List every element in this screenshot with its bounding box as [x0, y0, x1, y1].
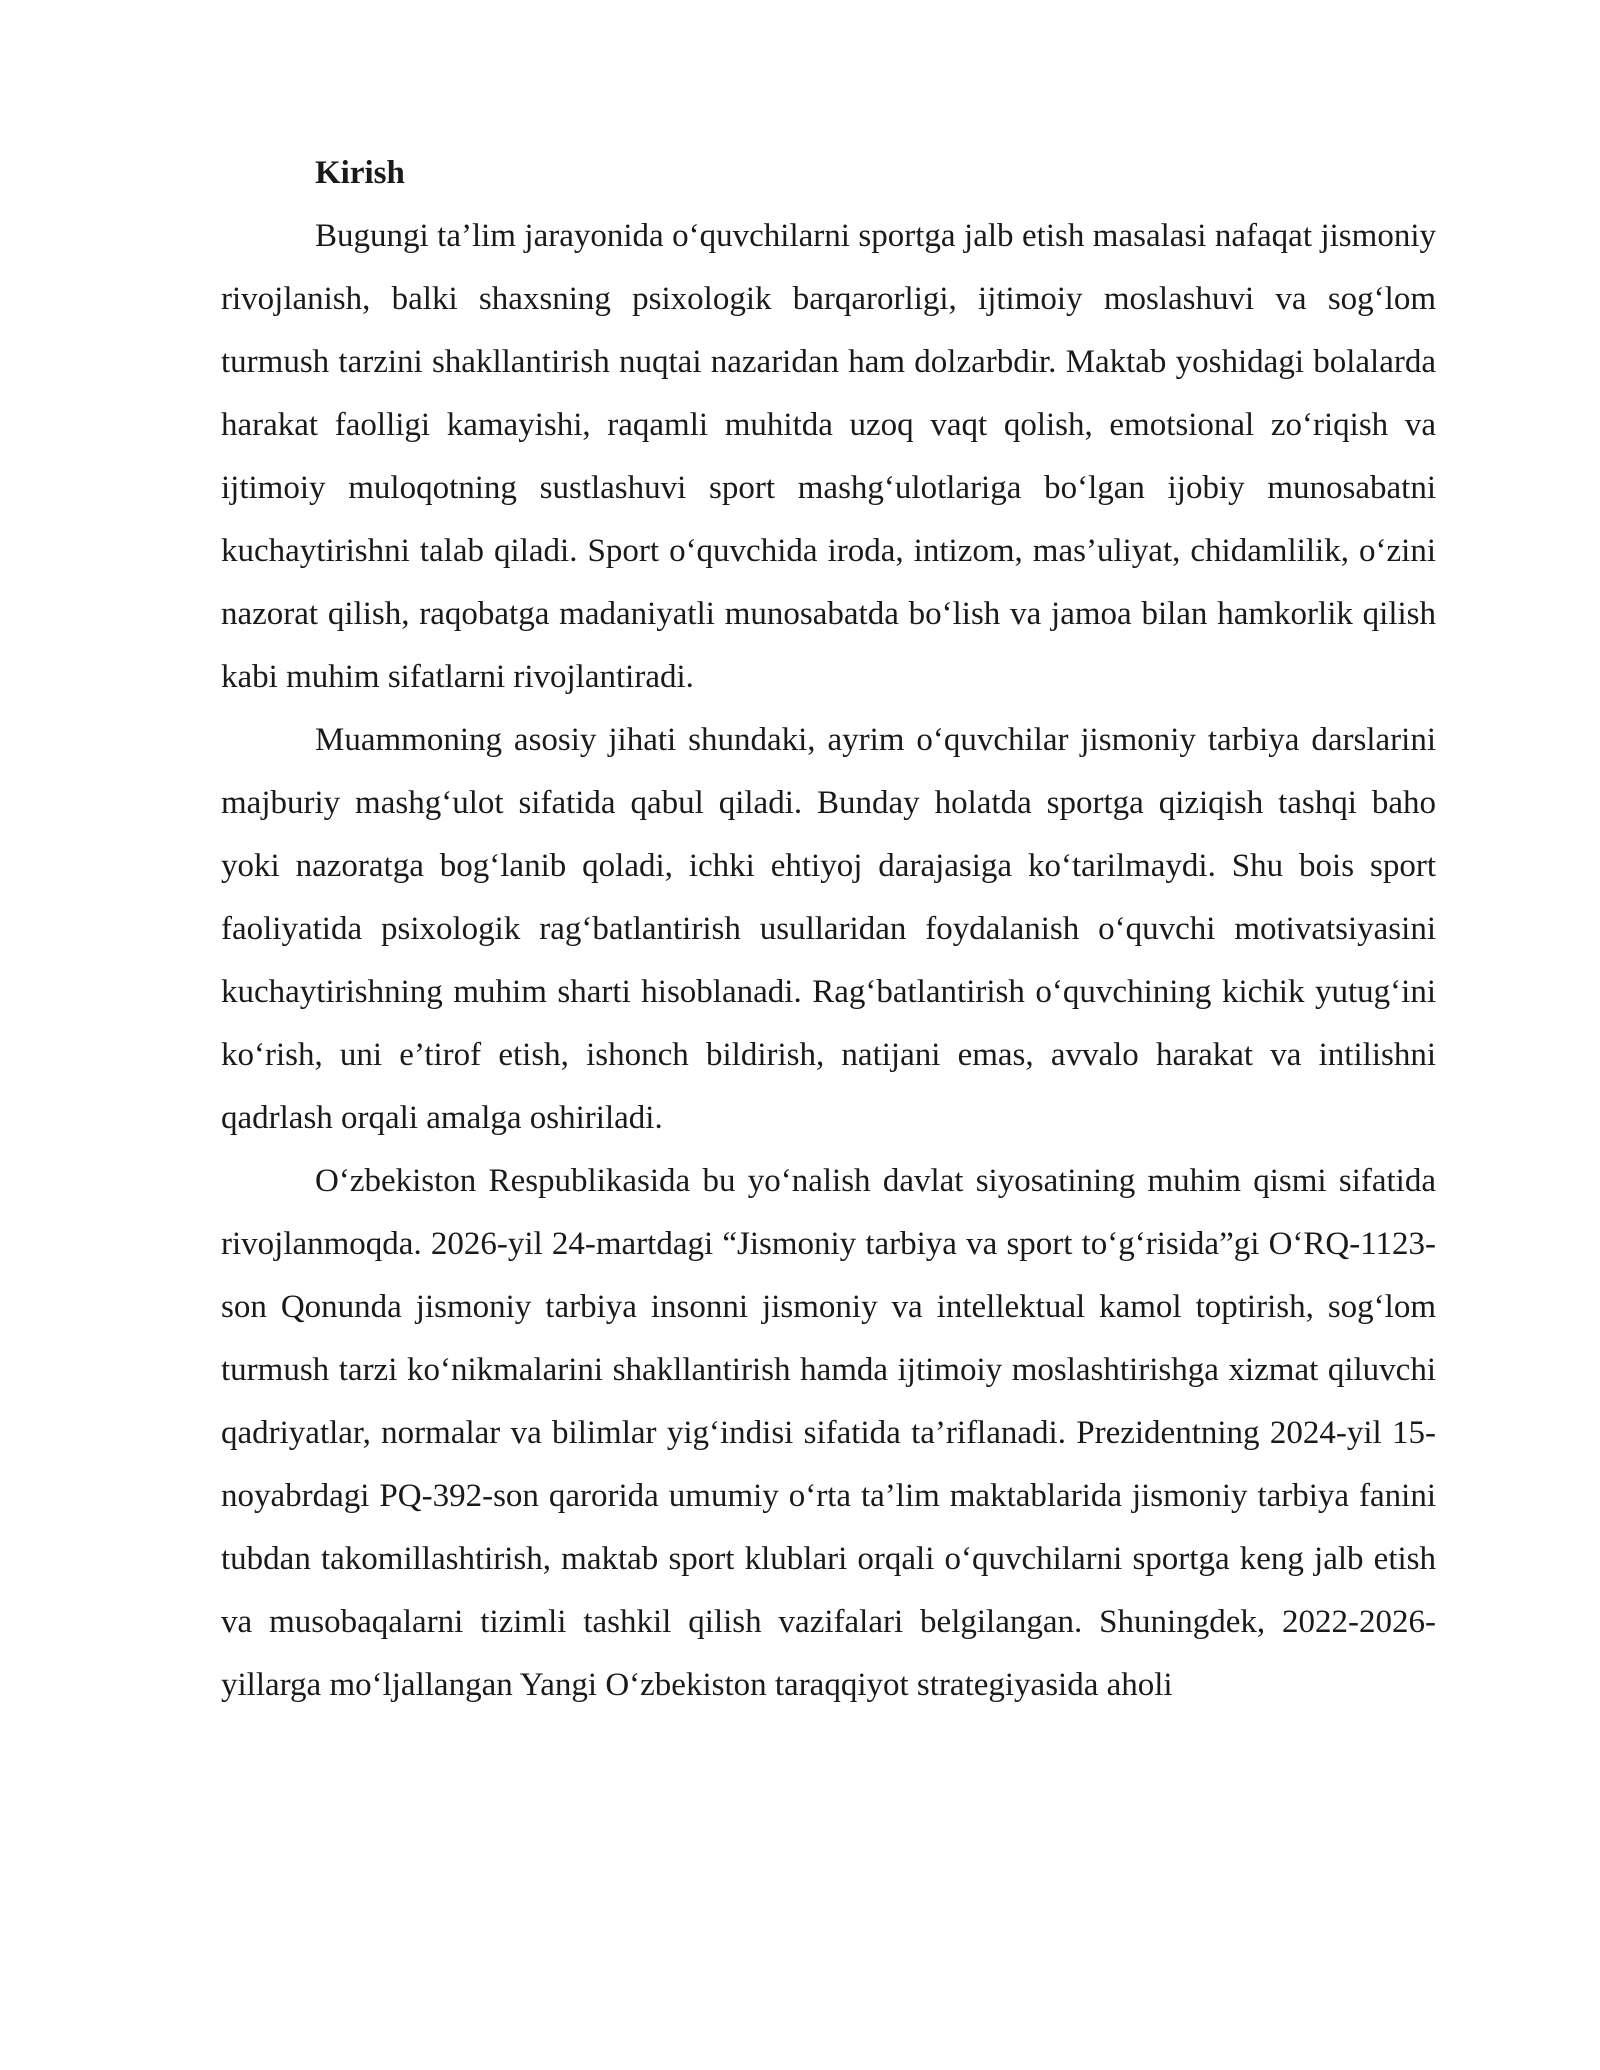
paragraph-legislation: O‘zbekiston Respublikasida bu yo‘nalish davlat siyosatining muhim qismi sifatida rivojlanmoqda. 2026-yil 24-martdagi “Jismoniy tarbiya va sport to‘g‘risida”gi O‘RQ-1123-son Qonunda jismoniy tarbiya insonni jismoniy va intellektual kamol toptirish, sog‘lom turmush tarzi ko‘nikmalarini shakllantirish hamda ijtimoiy moslashtirishga xizmat qiluvchi qadriyatlar, normalar va bilimlar yig‘indisi sifatida ta’riflanadi. Prezidentning 2024-yil 15-noyabrdagi PQ-392-son qarorida umumiy o‘rta ta’lim maktablarida jismoniy tarbiya fanini tubdan takomillashtirish, maktab sport klublari orqali o‘quvchilarni sportga keng jalb etish va musobaqalarni tizimli tashkil qilish vazifalari belgilangan. Shuningdek, 2022-2026-yillarga mo‘ljallangan Yangi O‘zbekiston taraqqiyot strategiyasida aholi [221, 1163, 1436, 1703]
document-page [221, 142, 1436, 1717]
paragraph-introduction: Bugungi ta’lim jarayonida o‘quvchilarni sportga jalb etish masalasi nafaqat jismoniy rivojlanish, balki shaxsning psixologik barqarorligi, ijtimoiy moslashuvi va sog‘lom turmush tarzini shakllantirish nuqtai nazaridan ham dolzarbdir. Maktab yoshidagi bolalarda harakat faolligi kamayishi, raqamli muhitda uzoq vaqt qolish, emotsional zo‘riqish va ijtimoiy muloqotning sustlashuvi sport mashg‘ulotlariga bo‘lgan ijobiy munosabatni kuchaytirishni talab qiladi. Sport o‘quvchida iroda, intizom, mas’uliyat, chidamlilik, o‘zini nazorat qilish, raqobatga madaniyatli munosabatda bo‘lish va jamoa bilan hamkorlik qilish kabi muhim sifatlarni rivojlantiradi. [221, 218, 1436, 695]
paragraph-problem: Muammoning asosiy jihati shundaki, ayrim o‘quvchilar jismoniy tarbiya darslarini majburiy mashg‘ulot sifatida qabul qiladi. Bunday holatda sportga qiziqish tashqi baho yoki nazoratga bog‘lanib qoladi, ichki ehtiyoj darajasiga ko‘tarilmaydi. Shu bois sport faoliyatida psixologik rag‘batlantirish usullaridan foydalanish o‘quvchi motivatsiyasini kuchaytirishning muhim sharti hisoblanadi. Rag‘batlantirish o‘quvchining kichik yutug‘ini ko‘rish, uni e’tirof etish, ishonch bildirish, natijani emas, avvalo harakat va intilishni qadrlash orqali amalga oshiriladi. [221, 722, 1436, 1136]
section-heading: Kirish [315, 155, 405, 191]
